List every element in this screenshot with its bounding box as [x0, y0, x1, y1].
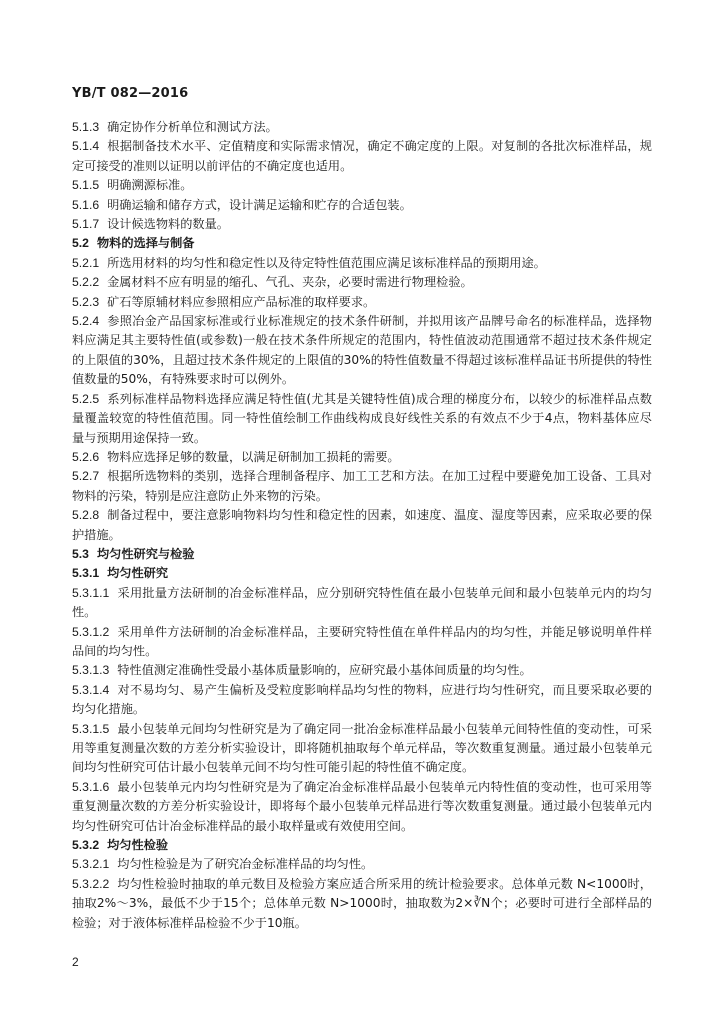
clause-paragraph — [72, 448, 652, 467]
clause-number: 5.1.3 — [72, 120, 100, 134]
clause-paragraph — [72, 254, 652, 273]
clause-number: 5.3.1.5 — [72, 721, 110, 736]
clause-text: 物料的选择与制备 — [96, 236, 195, 251]
clause-number: 5.2.8 — [72, 508, 100, 523]
section-heading — [72, 234, 652, 253]
clause-paragraph — [72, 312, 652, 390]
clause-paragraph — [72, 623, 652, 662]
clause-paragraph — [72, 875, 652, 933]
clause-paragraph — [72, 661, 652, 680]
clause-paragraph — [72, 584, 652, 623]
clause-text: 制备过程中，要注意影响物料均匀性和稳定性的因素，如速度、温度、湿度等因素，应采取必要的保护措施。 — [72, 508, 652, 542]
clause-number: 5.3.1.4 — [72, 682, 110, 697]
clause-text: 对不易均匀、易产生偏析及受粒度影响样品均匀性的物料，应进行均匀性研究，而且要采取必要的均匀化措施。 — [72, 682, 652, 717]
clause-text: 最小包装单元间均匀性研究是为了确定同一批冶金标准样品最小包装单元间特性值的变动性，可采用等重复测量次数的方差分析实验设计，即将随机抽取每个单元样品，等次数重复测量。通过最小包装单元间均匀性研究可估计最小包装单元间不均匀性可能引起的特性值不确定度。 — [72, 721, 652, 775]
clause-paragraph — [72, 215, 652, 234]
clause-number: 5.2.1 — [72, 255, 100, 270]
clause-text: 矿石等原辅材料应参照相应产品标准的取样要求。 — [107, 294, 376, 309]
clause-number: 5.2.4 — [72, 314, 100, 329]
clause-text: 均匀性检验是为了研究冶金标准样品的均匀性。 — [117, 857, 374, 872]
document-body — [72, 118, 652, 933]
clause-number: 5.3.2 — [72, 838, 100, 853]
clause-text: 参照冶金产品国家标准或行业标准规定的技术条件研制，并拟用该产品牌号命名的标准样品，选择物料应满足其主要特性值(或参数)一般在技术条件所规定的范围内，特性值波动范围通常不超过技术条件规定的上限值的30%，且超过技术条件规定的上限值的30%的特性值数量不得超过该标准样品证书所提供的特性值数量的50%，有特殊要求时可以例外。 — [72, 314, 652, 387]
clause-number: 5.3.1.6 — [72, 779, 110, 794]
clause-text: 设计候选物料的数量。 — [107, 217, 229, 232]
clause-number: 5.3 — [72, 546, 89, 561]
clause-text: 物料应选择足够的数量，以满足研制加工损耗的需要。 — [107, 449, 400, 464]
clause-number: 5.1.4 — [72, 139, 100, 154]
clause-paragraph — [72, 293, 652, 312]
clause-text: 均匀性研究与检验 — [96, 546, 195, 561]
clause-number: 5.1.5 — [72, 178, 100, 193]
section-heading — [72, 545, 652, 564]
section-heading — [72, 564, 652, 583]
clause-number: 5.1.7 — [72, 217, 100, 232]
clause-text: 采用批量方法研制的冶金标准样品，应分别研究特性值在最小包装单元间和最小包装单元内的均匀性。 — [72, 585, 652, 620]
clause-paragraph — [72, 506, 652, 545]
clause-paragraph — [72, 273, 652, 292]
clause-number: 5.2.7 — [72, 469, 100, 484]
clause-number: 5.2.2 — [72, 275, 100, 290]
clause-text: 根据所选物料的类别，选择合理制备程序、加工工艺和方法。在加工过程中要避免加工设备、工具对物料的污染，特别是应注意防止外来物的污染。 — [72, 469, 652, 503]
clause-number: 5.2.3 — [72, 294, 100, 309]
clause-paragraph — [72, 176, 652, 195]
clause-paragraph — [72, 137, 652, 176]
clause-paragraph — [72, 855, 652, 874]
clause-text: 系列标准样品物料选择应满足特性值(尤其是关键特性值)成合理的梯度分布，以较少的标准样品点数量覆盖较宽的特性值范围。同一特性值绘制工作曲线构成良好线性关系的有效点不少于4点，物料基体应尽量与预期用途保持一致。 — [72, 391, 652, 445]
clause-number: 5.3.1.2 — [72, 624, 110, 639]
clause-paragraph — [72, 196, 652, 215]
clause-paragraph — [72, 467, 652, 506]
clause-number: 5.3.1.1 — [72, 585, 110, 600]
clause-number: 5.2.5 — [72, 391, 100, 406]
page-number: 2 — [72, 955, 79, 969]
clause-text: 明确溯源标准。 — [107, 178, 193, 193]
clause-number: 5.3.1 — [72, 566, 100, 581]
clause-text: 均匀性检验 — [107, 838, 169, 853]
clause-text: 最小包装单元内均匀性研究是为了确定冶金标准样品最小包装单元内特性值的变动性，也可采用等重复测量次数的方差分析实验设计，即将每个最小包装单元样品进行等次数重复测量。通过最小包装单元内均匀性研究可估计冶金标准样品的最小取样量或有效使用空间。 — [72, 779, 652, 833]
clause-number: 5.3.2.1 — [72, 857, 110, 872]
clause-paragraph — [72, 118, 652, 137]
clause-number: 5.1.6 — [72, 197, 100, 212]
clause-paragraph — [72, 390, 652, 448]
clause-paragraph — [72, 681, 652, 720]
clause-text: 所选用材料的均匀性和稳定性以及待定特性值范围应满足该标准样品的预期用途。 — [107, 255, 546, 270]
clause-text: 根据制备技术水平、定值精度和实际需求情况，确定不确定度的上限。对复制的各批次标准样品，规定可接受的准则以证明以前评估的不确定度也适用。 — [72, 139, 652, 173]
clause-text: 确定协作分析单位和测试方法。 — [107, 120, 278, 134]
clause-paragraph — [72, 778, 652, 836]
clause-text: 明确运输和储存方式，设计满足运输和贮存的合适包装。 — [107, 197, 412, 212]
clause-number: 5.2 — [72, 236, 89, 251]
clause-text: 均匀性研究 — [107, 566, 169, 581]
clause-text: 金属材料不应有明显的缩孔、气孔、夹杂，必要时需进行物理检验。 — [107, 275, 473, 290]
clause-number: 5.3.1.3 — [72, 663, 110, 678]
clause-text: 特性值测定准确性受最小基体质量影响的，应研究最小基体间质量的均匀性。 — [117, 663, 532, 678]
clause-paragraph — [72, 720, 652, 778]
clause-text: 采用单件方法研制的冶金标准样品，主要研究特性值在单件样品内的均匀性，并能足够说明单件样品间的均匀性。 — [72, 624, 652, 658]
section-heading — [72, 836, 652, 855]
clause-number: 5.3.2.2 — [72, 876, 110, 891]
standard-number: YB/T 082—2016 — [72, 86, 189, 101]
clause-number: 5.2.6 — [72, 449, 100, 464]
clause-text: 均匀性检验时抽取的单元数目及检验方案应适合所采用的统计检验要求。总体单元数 N<1000时，抽取2%～3%，最低不少于15个；总体单元数 N>1000时，抽取数为2×∛N个；必要时可进行全部样品的检验；对于液体标准样品检验不少于10瓶。 — [72, 876, 652, 930]
